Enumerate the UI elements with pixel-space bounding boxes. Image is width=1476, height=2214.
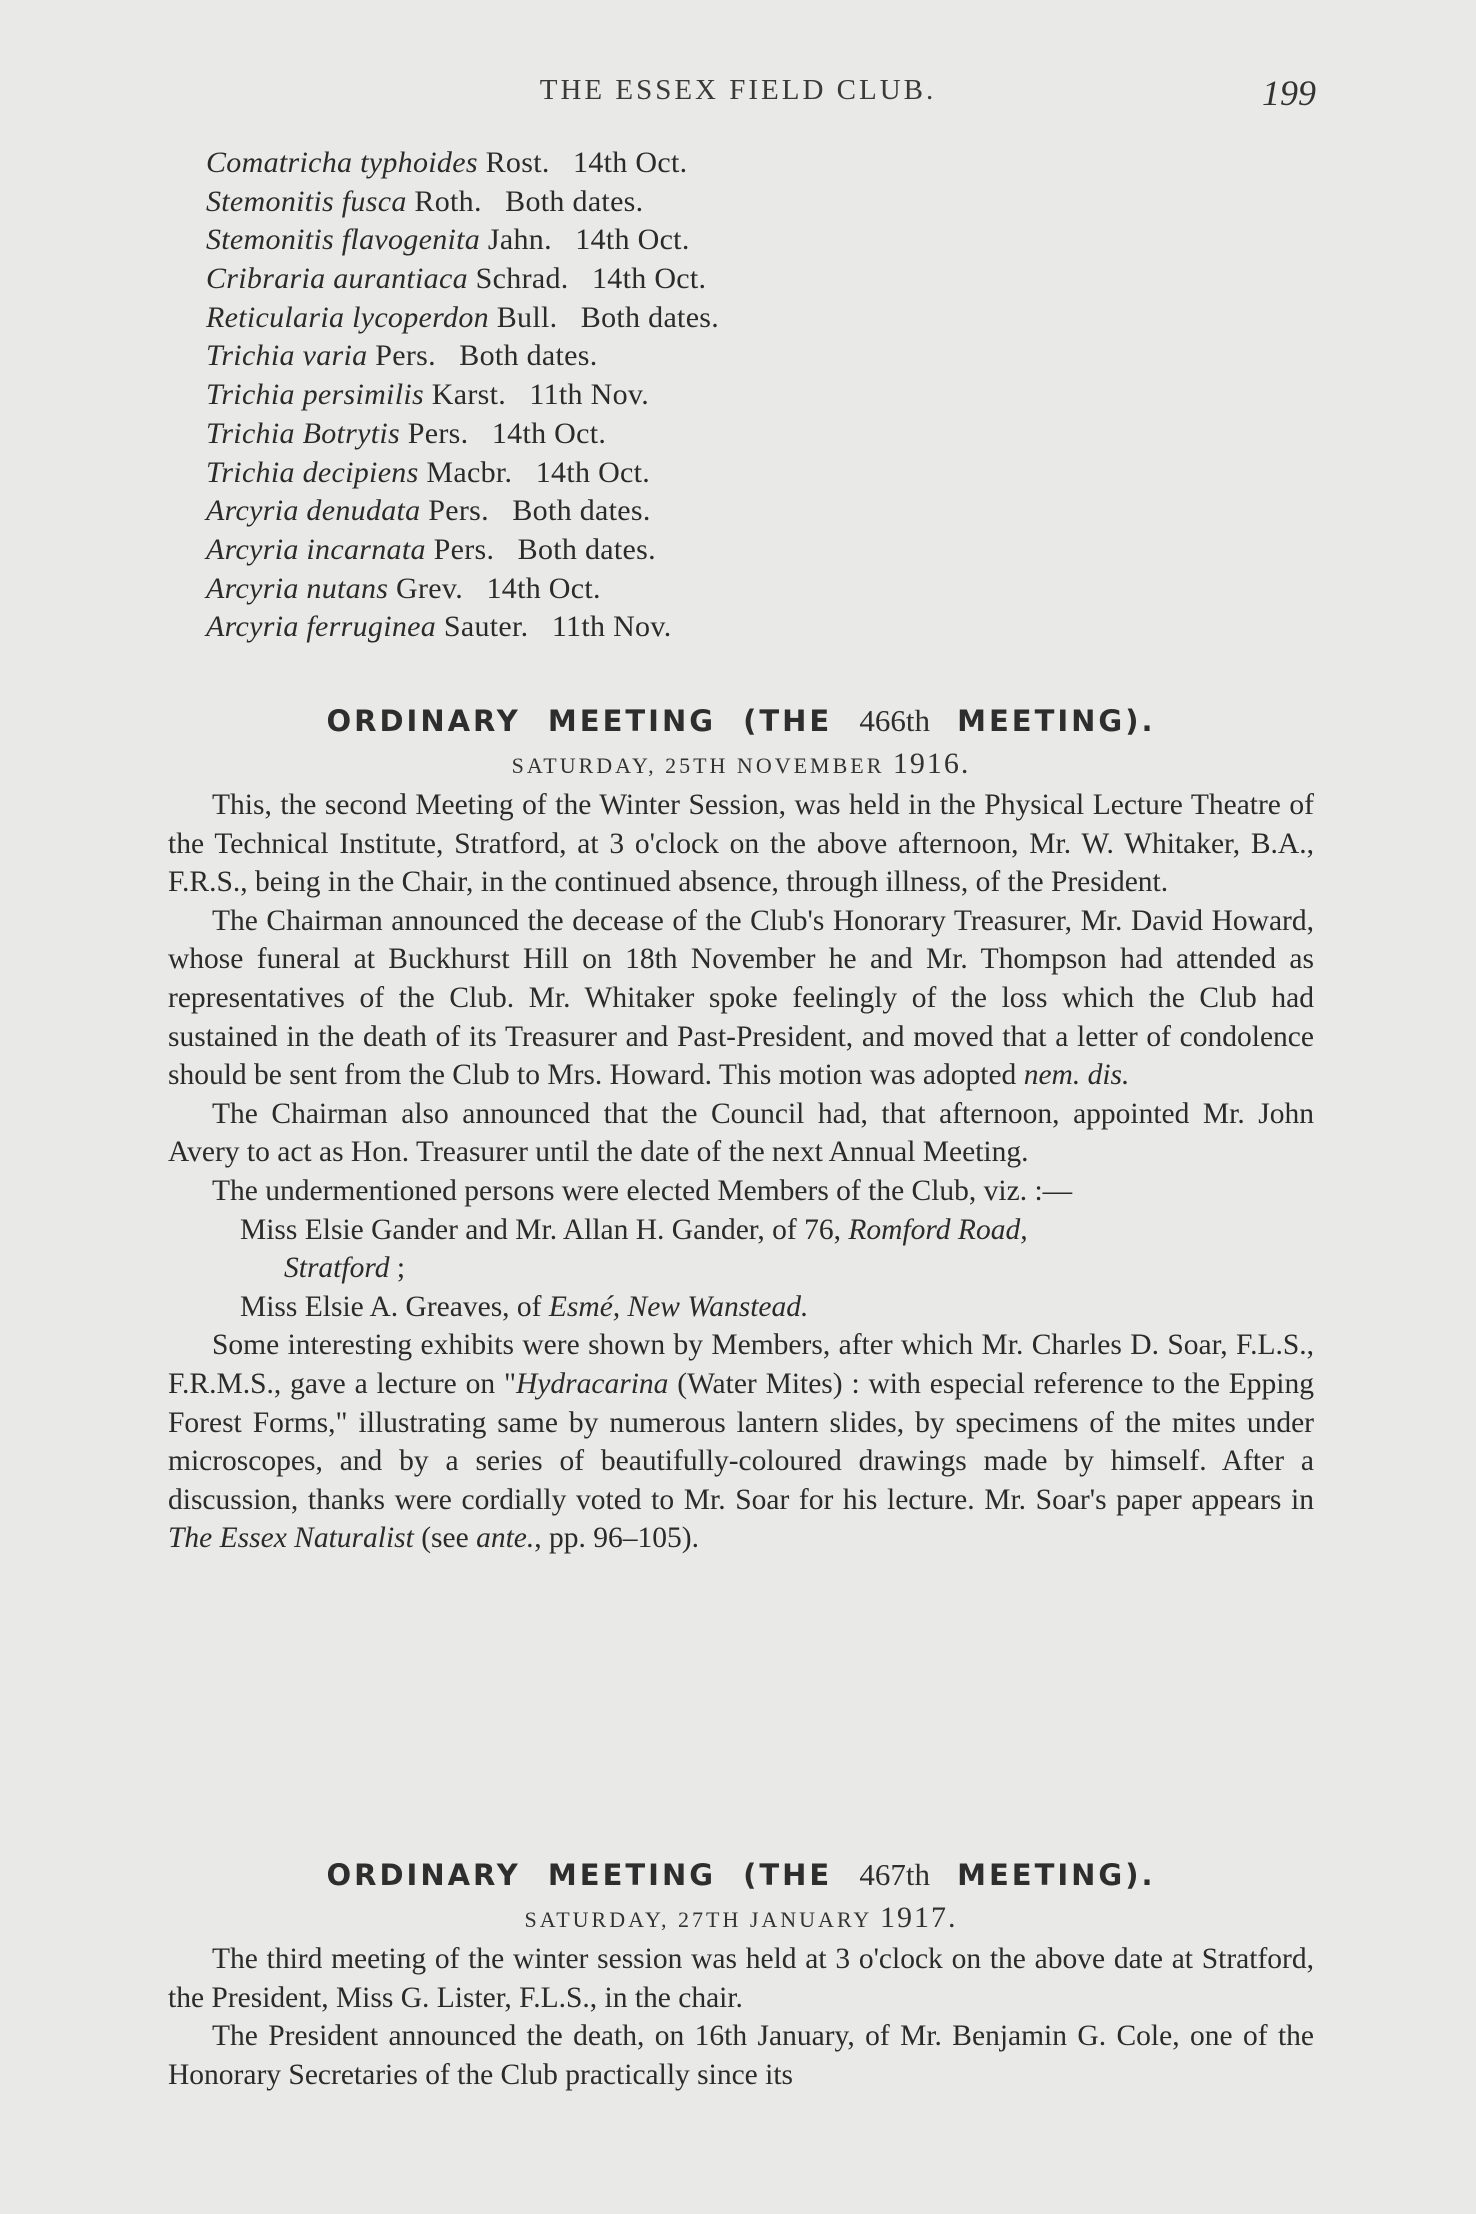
species-line (206, 570, 1106, 609)
italic-text: The Essex Naturalist (168, 1522, 414, 1555)
heading-text: MEETING). (957, 1858, 1156, 1892)
species-list (206, 144, 1106, 647)
species-authority-date: Macbr. 14th Oct. (418, 455, 651, 489)
meeting-467-section (168, 1854, 1314, 2094)
species-authority-date: Karst. 11th Nov. (423, 378, 650, 412)
species-name: Arcyria ferruginea (206, 610, 437, 644)
italic-text: ante. (476, 1522, 535, 1555)
species-name: Stemonitis fusca (206, 184, 407, 218)
italic-text: Hydracarina (516, 1367, 669, 1400)
species-name: Arcyria incarnata (206, 532, 426, 566)
heading-text: MEETING). (957, 704, 1156, 738)
member-entry (168, 1288, 1314, 1327)
paragraph-text: , pp. 96–105). (534, 1522, 699, 1555)
meeting-466-heading (168, 700, 1314, 742)
species-authority-date: Schrad. 14th Oct. (467, 262, 707, 296)
italic-text: nem. dis. (1023, 1059, 1130, 1092)
meeting-466-section (168, 700, 1314, 1558)
species-line (206, 415, 1106, 454)
page-number: 199 (1262, 73, 1316, 113)
member-entry (168, 1211, 1314, 1288)
species-authority-date: Bull. Both dates. (488, 300, 720, 334)
species-name: Comatricha typhoides (206, 146, 478, 179)
species-authority-date: Pers. Both dates. (425, 532, 656, 566)
species-name: Stemonitis flavogenita (206, 223, 481, 257)
paragraph: The Chairman also announced that the Council had, that afternoon, appointed Mr. John Avery to act as Hon. Treasurer until the date of the next Annual Meeting. (168, 1097, 1314, 1169)
species-authority-date: Pers. Both dates. (420, 494, 651, 528)
species-authority-date: Grev. 14th Oct. (388, 571, 601, 605)
species-line (206, 144, 1106, 183)
paragraph (168, 1326, 1314, 1558)
paragraph (168, 902, 1314, 1095)
paragraph-text: Some interesting exhibits were shown by Members, after which Mr. Charles D. Soar, F.L.S., F.R.M.S., gave a lecture on " (168, 1329, 1314, 1400)
species-authority-date: Jahn. 14th Oct. (480, 223, 690, 257)
paragraph-text: The Chairman announced the decease of the Club's Honorary Treasurer, Mr. David Howard, whose funeral at Buckhurst Hill on 18th November he and Mr. Thompson had attended as representatives of the Club. Mr. Whitaker spoke feelingly of the loss which the Club had sustained in the death of its Treasurer and Past-President, and moved that a letter of condolence should be sent from the Club to Mrs. Howard. This motion was adopted (168, 904, 1314, 1092)
meeting-467-date (168, 1896, 1314, 1940)
running-head (0, 72, 1476, 112)
species-line (206, 299, 1106, 338)
species-line (206, 221, 1106, 260)
species-line (206, 260, 1106, 299)
species-name: Trichia Botrytis (206, 416, 400, 450)
meeting-467-heading (168, 1854, 1314, 1896)
member-text: Miss Elsie A. Greaves, of (240, 1290, 542, 1323)
paragraph-text: (see (413, 1522, 469, 1555)
species-name: Reticularia lycoperdon (206, 300, 489, 334)
species-authority-date: Pers. 14th Oct. (399, 416, 607, 450)
species-name: Trichia persimilis (206, 378, 424, 412)
species-name: Arcyria denudata (206, 494, 421, 528)
member-text: Miss Elsie Gander and Mr. Allan H. Gander, of 76, (240, 1213, 842, 1246)
running-title: THE ESSEX FIELD CLUB. (539, 74, 937, 106)
species-line (206, 183, 1106, 222)
species-line (206, 531, 1106, 570)
date-year: 1917. (879, 1901, 958, 1934)
paragraph: The President announced the death, on 16th January, of Mr. Benjamin G. Cole, one of the Honorary Secretaries of the Club practically since its (168, 2020, 1314, 2091)
meeting-ordinal: 467th (859, 1857, 930, 1892)
species-authority-date: Rost. 14th Oct. (477, 146, 688, 179)
species-name: Trichia decipiens (206, 455, 419, 489)
heading-text: ORDINARY MEETING (THE (326, 704, 833, 738)
species-line (206, 492, 1106, 531)
species-line (206, 337, 1106, 376)
species-authority-date: Sauter. 11th Nov. (436, 610, 672, 644)
paragraph-text: (Water Mites) : with especial reference to the Epping Forest Forms," illustrating same by numerous lantern slides, by specimens of the mites under microscopes, and by a series of beautifully-coloured drawings made by himself. After a discussion, thanks were cordially voted to Mr. Soar for his lecture. Mr. Soar's paper appears in (168, 1367, 1314, 1516)
species-name: Trichia varia (206, 339, 368, 373)
member-address: Romford Road, (848, 1213, 1028, 1246)
species-authority-date: Pers. Both dates. (367, 339, 598, 373)
date-year: 1916. (892, 747, 971, 780)
date-text: SATURDAY, 27TH JANUARY (524, 1907, 872, 1932)
date-text: SATURDAY, 25TH NOVEMBER (511, 753, 885, 778)
paragraph: This, the second Meeting of the Winter Session, was held in the Physical Lecture Theatre of the Technical Institute, Stratford, at 3 o'clock on the above afternoon, Mr. W. Whitaker, B.A., F.R.S., being in the Chair, in the continued absence, through illness, of the President. (168, 789, 1314, 899)
heading-text: ORDINARY MEETING (THE (326, 1858, 833, 1892)
member-address: Stratford (284, 1252, 390, 1285)
species-line (206, 608, 1106, 647)
member-text: ; (389, 1252, 406, 1285)
paragraph: The third meeting of the winter session was held at 3 o'clock on the above date at Stratford, the President, Miss G. Lister, F.L.S., in the chair. (168, 1943, 1314, 2014)
meeting-466-date (168, 742, 1314, 786)
paragraph: The undermentioned persons were elected Members of the Club, viz. :— (212, 1174, 1073, 1207)
species-name: Arcyria nutans (206, 571, 389, 605)
meeting-ordinal: 466th (859, 703, 930, 738)
species-line (206, 376, 1106, 415)
species-line (206, 454, 1106, 493)
species-name: Cribraria aurantiaca (206, 262, 468, 296)
member-address: Esmé, New Wanstead. (548, 1290, 809, 1323)
species-authority-date: Roth. Both dates. (406, 184, 644, 218)
